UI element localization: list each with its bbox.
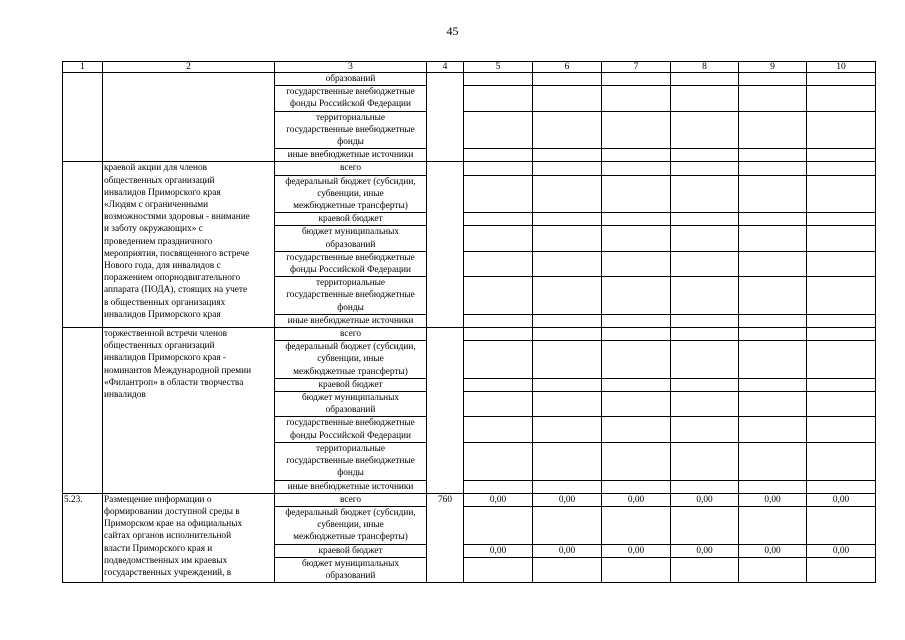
description-line: сайтах органов исполнительной bbox=[104, 531, 232, 542]
source-line: государственные внебюджетные bbox=[286, 252, 415, 263]
description-line: возможностями здоровья - внимание bbox=[104, 212, 250, 223]
source-line: государственные внебюджетные bbox=[286, 418, 415, 429]
source-cell: краевой бюджет bbox=[275, 378, 427, 391]
source-cell bbox=[275, 442, 427, 480]
source-line: фонды Российской Федерации bbox=[290, 99, 411, 110]
description-line: инвалидов Приморского края bbox=[104, 187, 221, 198]
description-line: общественных организаций bbox=[104, 175, 215, 186]
col4-cell bbox=[427, 162, 464, 328]
value-cell bbox=[533, 480, 602, 493]
value-cell bbox=[464, 149, 533, 162]
value-cell bbox=[807, 162, 876, 175]
value-cell bbox=[671, 86, 739, 111]
value-cell bbox=[602, 175, 671, 213]
value-cell bbox=[807, 251, 876, 276]
value-cell bbox=[464, 162, 533, 175]
value-cell bbox=[671, 341, 739, 379]
description-line: государственных учреждений, в bbox=[104, 567, 232, 578]
source-cell bbox=[275, 392, 427, 417]
value-cell bbox=[739, 226, 807, 251]
value-cell bbox=[739, 506, 807, 544]
source-cell: всего bbox=[275, 493, 427, 506]
value-cell bbox=[533, 442, 602, 480]
value-cell bbox=[533, 378, 602, 391]
value-cell bbox=[671, 442, 739, 480]
source-line: субвенции, иные bbox=[317, 354, 384, 365]
value-cell bbox=[807, 442, 876, 480]
header-cell: 10 bbox=[807, 62, 876, 73]
description-line: Нового года, для инвалидов с bbox=[104, 261, 221, 272]
source-cell: иные внебюджетные источники bbox=[275, 480, 427, 493]
value-cell bbox=[533, 213, 602, 226]
value-cell bbox=[602, 557, 671, 582]
description-line: инвалидов Приморского края - bbox=[104, 353, 227, 364]
value-cell bbox=[602, 111, 671, 149]
value-cell bbox=[807, 226, 876, 251]
value-cell bbox=[533, 341, 602, 379]
value-cell bbox=[739, 442, 807, 480]
value-cell bbox=[602, 149, 671, 162]
item-number-cell: 5.23. bbox=[63, 493, 103, 582]
value-cell: 0,00 bbox=[671, 493, 739, 506]
source-line: территориальные bbox=[315, 278, 386, 289]
budget-table bbox=[62, 61, 876, 583]
value-cell bbox=[602, 251, 671, 276]
value-cell bbox=[739, 328, 807, 341]
description-line: власти Приморского края и bbox=[104, 543, 213, 554]
source-line: фонды Российской Федерации bbox=[290, 265, 411, 276]
value-cell bbox=[464, 277, 533, 315]
source-line: территориальные bbox=[315, 112, 386, 123]
value-cell bbox=[602, 226, 671, 251]
value-cell bbox=[807, 480, 876, 493]
description-line: Приморском крае на официальных bbox=[104, 519, 243, 530]
value-cell bbox=[464, 314, 533, 327]
value-cell bbox=[464, 86, 533, 111]
source-cell: образований bbox=[275, 73, 427, 86]
value-cell bbox=[464, 378, 533, 391]
description-line: «Филантроп» в области творчества bbox=[104, 377, 244, 388]
source-line: субвенции, иные bbox=[317, 520, 384, 531]
value-cell bbox=[739, 175, 807, 213]
value-cell bbox=[602, 442, 671, 480]
value-cell bbox=[533, 175, 602, 213]
value-cell: 0,00 bbox=[464, 544, 533, 557]
value-cell bbox=[807, 392, 876, 417]
source-cell bbox=[275, 86, 427, 111]
value-cell bbox=[533, 226, 602, 251]
description-line: формировании доступной среды в bbox=[104, 506, 240, 517]
value-cell bbox=[739, 162, 807, 175]
description-line: Размещение информации о bbox=[104, 494, 212, 505]
value-cell bbox=[533, 557, 602, 582]
value-cell bbox=[807, 378, 876, 391]
header-cell: 8 bbox=[671, 62, 739, 73]
value-cell bbox=[533, 417, 602, 442]
description-line: краевой акции для членов bbox=[104, 163, 208, 174]
header-cell: 1 bbox=[63, 62, 103, 73]
value-cell bbox=[602, 162, 671, 175]
value-cell: 0,00 bbox=[602, 493, 671, 506]
header-cell: 7 bbox=[602, 62, 671, 73]
source-cell bbox=[275, 251, 427, 276]
value-cell bbox=[671, 328, 739, 341]
value-cell bbox=[602, 328, 671, 341]
item-description-cell bbox=[103, 73, 275, 162]
source-line: межбюджетные трансферты) bbox=[293, 201, 408, 212]
value-cell bbox=[807, 111, 876, 149]
description-line: торжественной встречи членов bbox=[104, 329, 228, 340]
value-cell bbox=[533, 314, 602, 327]
value-cell bbox=[464, 341, 533, 379]
value-cell bbox=[602, 277, 671, 315]
header-cell: 4 bbox=[427, 62, 464, 73]
value-cell bbox=[464, 226, 533, 251]
source-line: бюджет муниципальных bbox=[301, 393, 400, 404]
value-cell bbox=[807, 557, 876, 582]
source-cell bbox=[275, 226, 427, 251]
value-cell bbox=[533, 86, 602, 111]
source-cell: краевой бюджет bbox=[275, 213, 427, 226]
table-row bbox=[63, 493, 876, 506]
source-cell bbox=[275, 175, 427, 213]
value-cell bbox=[671, 226, 739, 251]
source-line: образований bbox=[325, 570, 376, 581]
value-cell bbox=[807, 149, 876, 162]
value-cell bbox=[807, 314, 876, 327]
value-cell bbox=[671, 277, 739, 315]
value-cell: 0,00 bbox=[533, 493, 602, 506]
item-description-cell bbox=[103, 162, 275, 328]
value-cell bbox=[671, 175, 739, 213]
source-line: территориальные bbox=[315, 443, 386, 454]
value-cell bbox=[602, 378, 671, 391]
value-cell bbox=[464, 442, 533, 480]
page-number: 45 bbox=[446, 24, 459, 38]
source-cell bbox=[275, 417, 427, 442]
header-cell: 3 bbox=[275, 62, 427, 73]
source-line: фонды bbox=[337, 468, 364, 479]
value-cell bbox=[602, 392, 671, 417]
value-cell bbox=[464, 392, 533, 417]
source-line: образований bbox=[325, 405, 376, 416]
value-cell bbox=[671, 480, 739, 493]
source-line: бюджет муниципальных bbox=[301, 558, 400, 569]
value-cell bbox=[807, 328, 876, 341]
value-cell bbox=[533, 162, 602, 175]
value-cell bbox=[807, 175, 876, 213]
value-cell bbox=[671, 162, 739, 175]
description-line: общественных организаций bbox=[104, 341, 215, 352]
item-description-cell bbox=[103, 493, 275, 582]
value-cell bbox=[602, 314, 671, 327]
value-cell: 0,00 bbox=[671, 544, 739, 557]
value-cell bbox=[602, 73, 671, 86]
value-cell bbox=[464, 480, 533, 493]
value-cell bbox=[739, 341, 807, 379]
value-cell bbox=[739, 378, 807, 391]
description-line: номинантов Международной премии bbox=[104, 365, 252, 376]
description-line: подведомственных им краевых bbox=[104, 555, 228, 566]
value-cell bbox=[739, 314, 807, 327]
value-cell bbox=[807, 506, 876, 544]
source-cell bbox=[275, 557, 427, 582]
value-cell bbox=[533, 277, 602, 315]
value-cell bbox=[464, 557, 533, 582]
value-cell bbox=[602, 506, 671, 544]
value-cell: 0,00 bbox=[807, 493, 876, 506]
source-line: государственные внебюджетные bbox=[286, 87, 415, 98]
value-cell bbox=[602, 341, 671, 379]
value-cell bbox=[671, 149, 739, 162]
item-number-cell bbox=[63, 73, 103, 162]
value-cell bbox=[739, 149, 807, 162]
value-cell bbox=[671, 111, 739, 149]
value-cell: 0,00 bbox=[602, 544, 671, 557]
value-cell bbox=[464, 111, 533, 149]
value-cell: 0,00 bbox=[807, 544, 876, 557]
value-cell: 0,00 bbox=[739, 544, 807, 557]
header-row bbox=[63, 62, 876, 73]
value-cell bbox=[671, 417, 739, 442]
header-cell: 2 bbox=[103, 62, 275, 73]
source-cell: всего bbox=[275, 162, 427, 175]
value-cell bbox=[464, 251, 533, 276]
source-line: бюджет муниципальных bbox=[301, 227, 400, 238]
value-cell bbox=[671, 213, 739, 226]
value-cell bbox=[533, 506, 602, 544]
source-line: государственные внебюджетные bbox=[286, 290, 415, 301]
value-cell bbox=[464, 506, 533, 544]
value-cell bbox=[807, 277, 876, 315]
value-cell bbox=[739, 417, 807, 442]
value-cell: 0,00 bbox=[533, 544, 602, 557]
value-cell bbox=[671, 314, 739, 327]
value-cell bbox=[739, 86, 807, 111]
item-number-cell bbox=[63, 162, 103, 328]
value-cell bbox=[464, 73, 533, 86]
value-cell bbox=[671, 251, 739, 276]
value-cell bbox=[671, 506, 739, 544]
description-line: в общественных организациях bbox=[104, 297, 226, 308]
value-cell bbox=[671, 557, 739, 582]
value-cell bbox=[533, 392, 602, 417]
source-line: фонды bbox=[337, 137, 364, 148]
source-cell bbox=[275, 277, 427, 315]
table-row bbox=[63, 73, 876, 86]
source-cell: иные внебюджетные источники bbox=[275, 149, 427, 162]
source-line: межбюджетные трансферты) bbox=[293, 366, 408, 377]
description-line: проведением праздничного bbox=[104, 236, 213, 247]
value-cell bbox=[533, 251, 602, 276]
source-cell bbox=[275, 341, 427, 379]
source-line: федеральный бюджет (субсидии, bbox=[285, 342, 416, 353]
value-cell bbox=[464, 328, 533, 341]
source-line: государственные внебюджетные bbox=[286, 456, 415, 467]
value-cell bbox=[533, 149, 602, 162]
item-description-cell bbox=[103, 328, 275, 494]
description-line: мероприятия, посвященного встрече bbox=[104, 248, 250, 259]
table-row bbox=[63, 162, 876, 175]
source-line: межбюджетные трансферты) bbox=[293, 532, 408, 543]
source-cell: краевой бюджет bbox=[275, 544, 427, 557]
source-line: фонды bbox=[337, 302, 364, 313]
value-cell bbox=[739, 73, 807, 86]
value-cell bbox=[807, 417, 876, 442]
value-cell bbox=[739, 111, 807, 149]
value-cell bbox=[739, 277, 807, 315]
value-cell bbox=[464, 213, 533, 226]
description-line: инвалидов bbox=[104, 390, 146, 401]
header-cell: 9 bbox=[739, 62, 807, 73]
value-cell bbox=[602, 86, 671, 111]
value-cell bbox=[807, 341, 876, 379]
value-cell bbox=[533, 73, 602, 86]
value-cell bbox=[671, 378, 739, 391]
source-line: образований bbox=[325, 239, 376, 250]
source-cell: иные внебюджетные источники bbox=[275, 314, 427, 327]
value-cell bbox=[739, 557, 807, 582]
header-cell: 5 bbox=[464, 62, 533, 73]
value-cell bbox=[533, 328, 602, 341]
table-row bbox=[63, 328, 876, 341]
col4-cell: 760 bbox=[427, 493, 464, 582]
source-line: федеральный бюджет (субсидии, bbox=[285, 507, 416, 518]
value-cell bbox=[533, 111, 602, 149]
col4-cell bbox=[427, 328, 464, 494]
value-cell bbox=[602, 417, 671, 442]
value-cell bbox=[671, 392, 739, 417]
source-line: федеральный бюджет (субсидии, bbox=[285, 176, 416, 187]
header-cell: 6 bbox=[533, 62, 602, 73]
description-line: инвалидов Приморского края bbox=[104, 309, 221, 320]
description-line: поражением опорнодвигательного bbox=[104, 273, 241, 284]
source-line: фонды Российской Федерации bbox=[290, 430, 411, 441]
value-cell bbox=[807, 73, 876, 86]
source-line: субвенции, иные bbox=[317, 188, 384, 199]
value-cell bbox=[807, 86, 876, 111]
description-line: и заботу окружающих» с bbox=[104, 224, 203, 235]
source-line: государственные внебюджетные bbox=[286, 124, 415, 135]
value-cell: 0,00 bbox=[464, 493, 533, 506]
value-cell bbox=[464, 417, 533, 442]
value-cell bbox=[807, 213, 876, 226]
value-cell bbox=[739, 251, 807, 276]
value-cell bbox=[671, 73, 739, 86]
col4-cell bbox=[427, 73, 464, 162]
value-cell bbox=[602, 213, 671, 226]
value-cell bbox=[739, 392, 807, 417]
item-number-cell bbox=[63, 328, 103, 494]
source-cell bbox=[275, 506, 427, 544]
value-cell: 0,00 bbox=[739, 493, 807, 506]
source-cell: всего bbox=[275, 328, 427, 341]
value-cell bbox=[602, 480, 671, 493]
value-cell bbox=[739, 480, 807, 493]
value-cell bbox=[464, 175, 533, 213]
description-line: аппарата (ПОДА), стоящих на учете bbox=[104, 285, 248, 296]
value-cell bbox=[739, 213, 807, 226]
source-cell bbox=[275, 111, 427, 149]
description-line: «Людям с ограниченными bbox=[104, 200, 209, 211]
